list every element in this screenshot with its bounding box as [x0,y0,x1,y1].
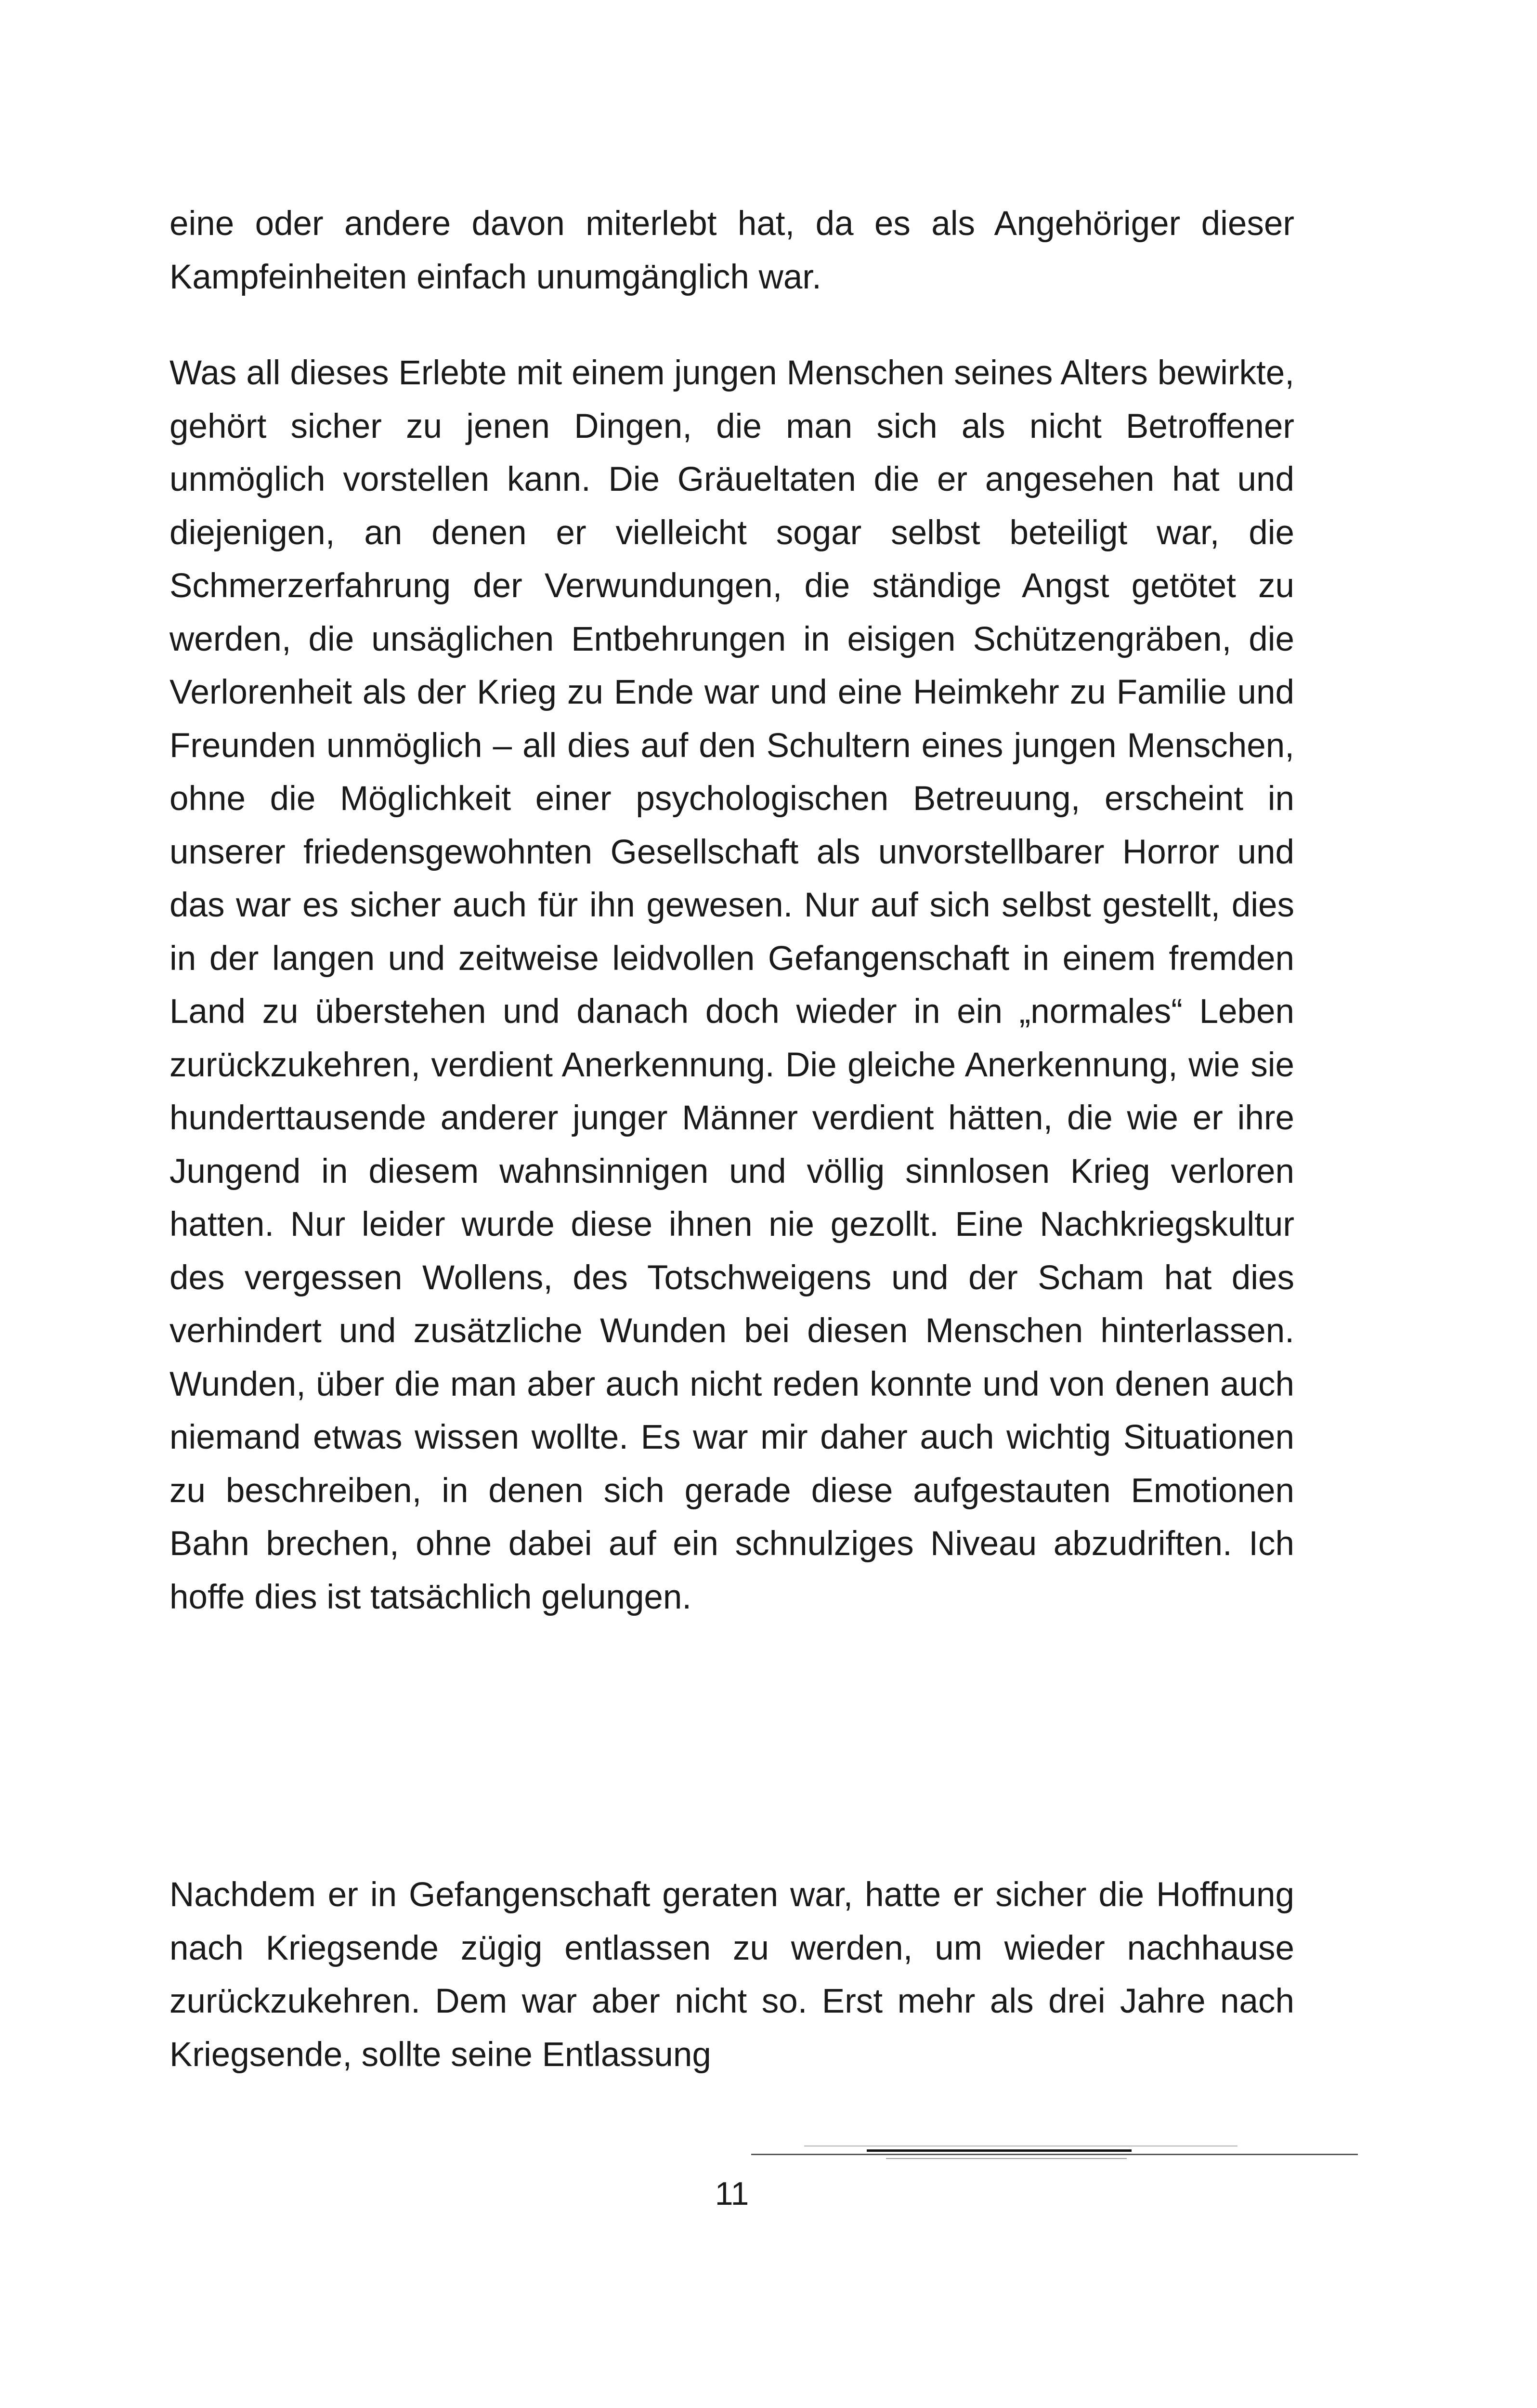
paragraph-1-text: eine oder andere davon miterlebt hat, da es als Angehöriger dieser Kampfeinheiten einfach unumgänglich war. [169,205,1294,296]
paragraph-3-text: Nachdem er in Gefangenschaft geraten war, hatte er sicher die Hoffnung nach Kriegsende zügig entlassen zu werden, um wieder nachhause zurückzukehren. Dem war aber nicht so. Erst mehr als drei Jahre nach Kriegsende, sollte seine Entlassung [169,1876,1294,2074]
paragraph-1 [169,197,1294,304]
page-number: 11 [715,2175,749,2212]
paragraph-3 [169,1869,1294,2081]
paragraph-2 [169,347,1294,1624]
divider-line-4 [886,2158,1127,2159]
footer-divider [684,2146,1358,2165]
divider-line-3 [751,2154,1358,2155]
divider-line-2 [867,2149,1132,2152]
paragraph-2-text: Was all dieses Erlebte mit einem jungen Menschen seines Alters bewirkte, gehört sicher zu jenen Dingen, die man sich als nicht Betroffener unmöglich vorstellen kann. Die Gräueltaten die er angesehen hat und diejenigen, an denen er vielleicht sogar selbst beteiligt war, die Schmerzerfahrung der Verwundungen, die ständige Angst getötet zu werden, die unsäglichen Entbehrungen in eisigen Schützengräben, die Verlorenheit als der Krieg zu Ende war und eine Heimkehr zu Familie und Freunden unmöglich – all dies auf den Schultern eines jungen Menschen, ohne die Möglichkeit einer psychologischen Betreuung, erscheint in unserer friedensgewohnten Gesellschaft als unvorstellbarer Horror und das war es sicher auch für ihn gewesen. Nur auf sich selbst gestellt, dies in der langen und zeitweise leidvollen Gefangenschaft in einem fremden Land zu überstehen und danach doch wieder in ein „normales“ Leben zurückzukehren, verdient Anerkennung. Die gleiche Anerkennung, wie sie hunderttausende anderer junger Männer verdient hätten, die wie er ihre Jungend in diesem wahnsinnigen und völlig sinnlosen Krieg verloren hatten. Nur leider wurde diese ihnen nie gezollt. Eine Nachkriegskultur des vergessen Wollens, des Totschweigens und der Scham hat dies verhindert und zusätzliche Wunden bei diesen Menschen hinterlassen. Wunden, über die man aber auch nicht reden konnte und von denen auch niemand etwas wissen wollte. Es war mir daher auch wichtig Situationen zu beschreiben, in denen sich gerade diese aufgestauten Emotionen Bahn brechen, ohne dabei auf ein schnulziges Niveau abzudriften. Ich hoffe dies ist tatsächlich gelungen. [169,354,1294,1616]
